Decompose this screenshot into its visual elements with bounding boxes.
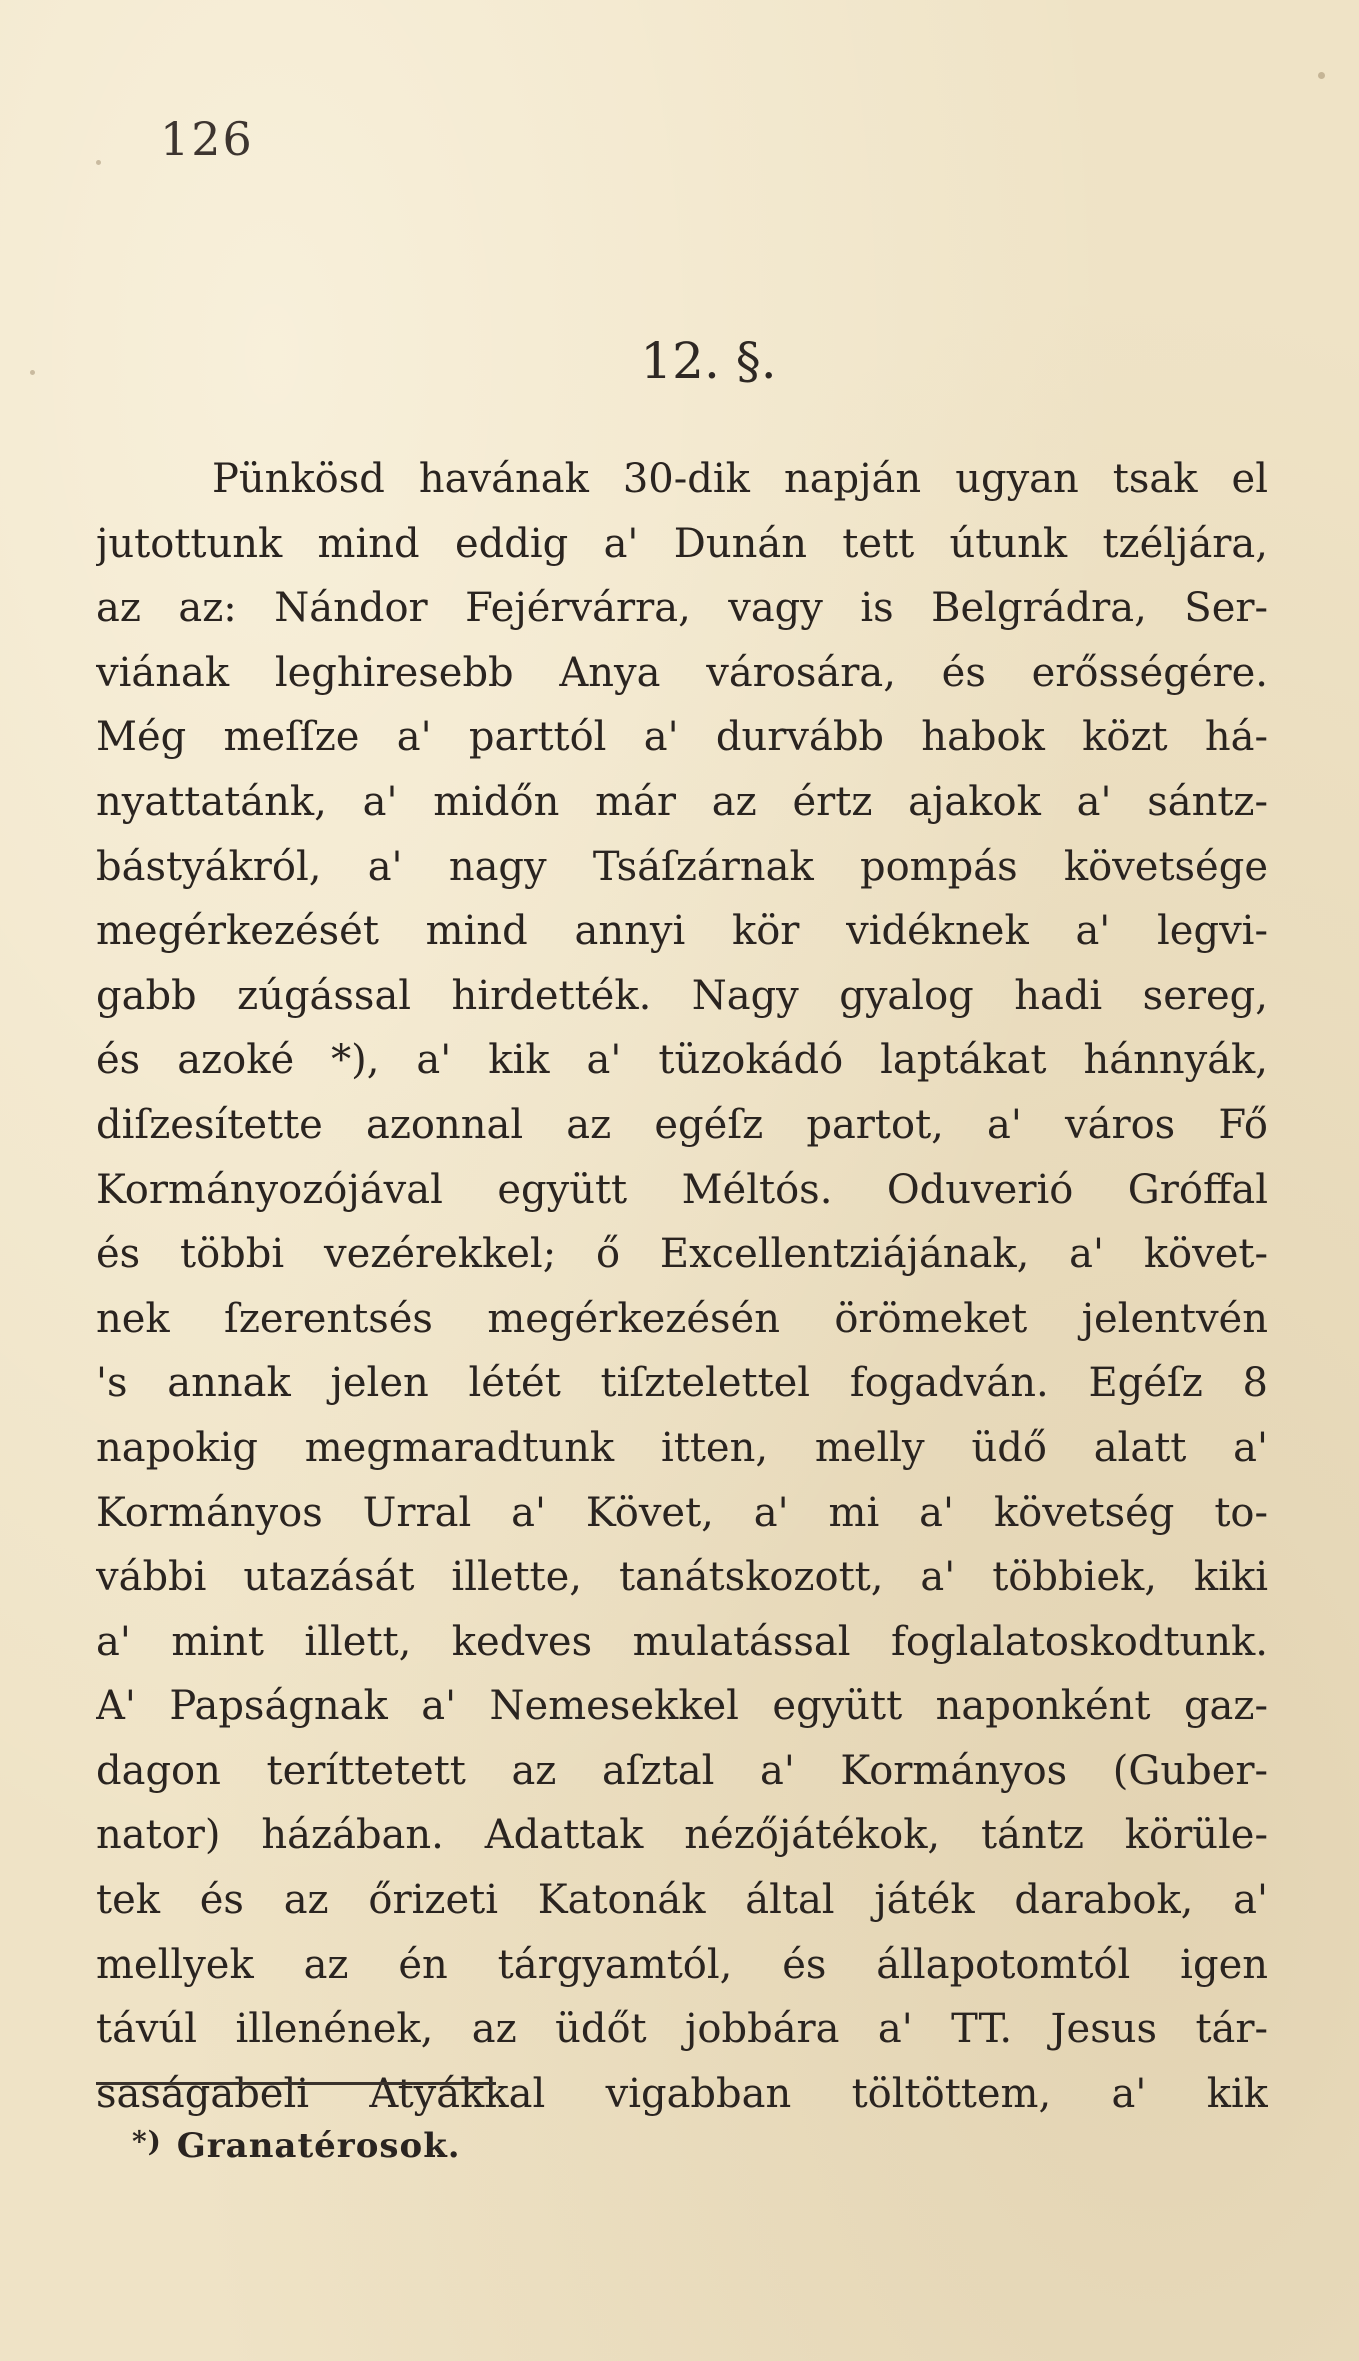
footnote-text: Granatérosok. bbox=[176, 2126, 461, 2166]
ink-speck bbox=[1318, 72, 1325, 79]
text-line: és többi vezérekkel; ő Excellentziájának, a' követ- bbox=[96, 1231, 1268, 1278]
footnote-divider bbox=[96, 2082, 496, 2085]
text-line: jutottunk mind eddig a' Dunán tett útunk tzéljára, bbox=[96, 520, 1268, 567]
text-line: bástyákról, a' nagy Tsáſzárnak pompás követsége bbox=[96, 843, 1268, 890]
text-line: nek ſzerentsés megérkezésén örömeket jelentvén bbox=[96, 1295, 1268, 1342]
text-line: gabb zúgással hirdették. Nagy gyalog hadi sereg, bbox=[96, 972, 1268, 1019]
text-line: az az: Nándor Fejérvárra, vagy is Belgrádra, Ser- bbox=[96, 585, 1268, 632]
page-number: 126 bbox=[160, 112, 254, 166]
text-line: megérkezését mind annyi kör vidéknek a' legvi- bbox=[96, 908, 1268, 955]
footnote-mark: *) bbox=[132, 2125, 162, 2158]
text-line: saságabeli Atyákkal vigabban töltöttem, a' kik bbox=[96, 2070, 1268, 2117]
text-line: A' Papságnak a' Nemesekkel együtt naponként gaz- bbox=[96, 1683, 1268, 1730]
text-line: viának leghiresebb Anya városára, és erősségére. bbox=[96, 649, 1268, 696]
text-line: távúl illenének, az üdőt jobbára a' TT. Jesus tár- bbox=[96, 2006, 1268, 2053]
ink-speck bbox=[96, 160, 101, 165]
text-line: Kormányozójával együtt Méltós. Oduverió Gróffal bbox=[96, 1166, 1268, 1213]
text-line: Pünkösd havának 30-dik napján ugyan tsak el bbox=[212, 456, 1268, 502]
text-line: tek és az őrizeti Katonák által játék darabok, a' bbox=[96, 1877, 1268, 1924]
text-line: Kormányos Urral a' Követ, a' mi a' követség to- bbox=[96, 1489, 1268, 1536]
text-line: 's annak jelen létét tiſztelettel fogadván. Egéſz 8 bbox=[96, 1360, 1268, 1407]
footnote bbox=[132, 2125, 461, 2166]
section-heading-text: 12. §. bbox=[640, 332, 777, 390]
text-line: napokig megmaradtunk itten, melly üdő alatt a' bbox=[96, 1424, 1268, 1471]
text-line: mellyek az én tárgyamtól, és állapotomtól igen bbox=[96, 1941, 1268, 1988]
text-line: és azoké *), a' kik a' tüzokádó laptákat hánnyák, bbox=[96, 1037, 1268, 1084]
text-line: Még meſſze a' parttól a' durvább habok közt há- bbox=[96, 714, 1268, 761]
text-line: nyattatánk, a' midőn már az értz ajakok a' sántz- bbox=[96, 778, 1268, 825]
text-line: vábbi utazását illette, tanátskozott, a' többiek, kiki bbox=[96, 1554, 1268, 1601]
section-heading bbox=[0, 332, 1359, 390]
text-line: diſzesítette azonnal az egéſz partot, a' város Fő bbox=[96, 1101, 1268, 1148]
text-line: nator) házában. Adattak nézőjátékok, tántz körüle- bbox=[96, 1812, 1268, 1859]
text-line: dagon teríttetett az aſztal a' Kormányos (Guber- bbox=[96, 1747, 1268, 1794]
body-text bbox=[96, 447, 1268, 2126]
text-line: a' mint illett, kedves mulatással foglalatoskodtunk. bbox=[96, 1618, 1268, 1665]
